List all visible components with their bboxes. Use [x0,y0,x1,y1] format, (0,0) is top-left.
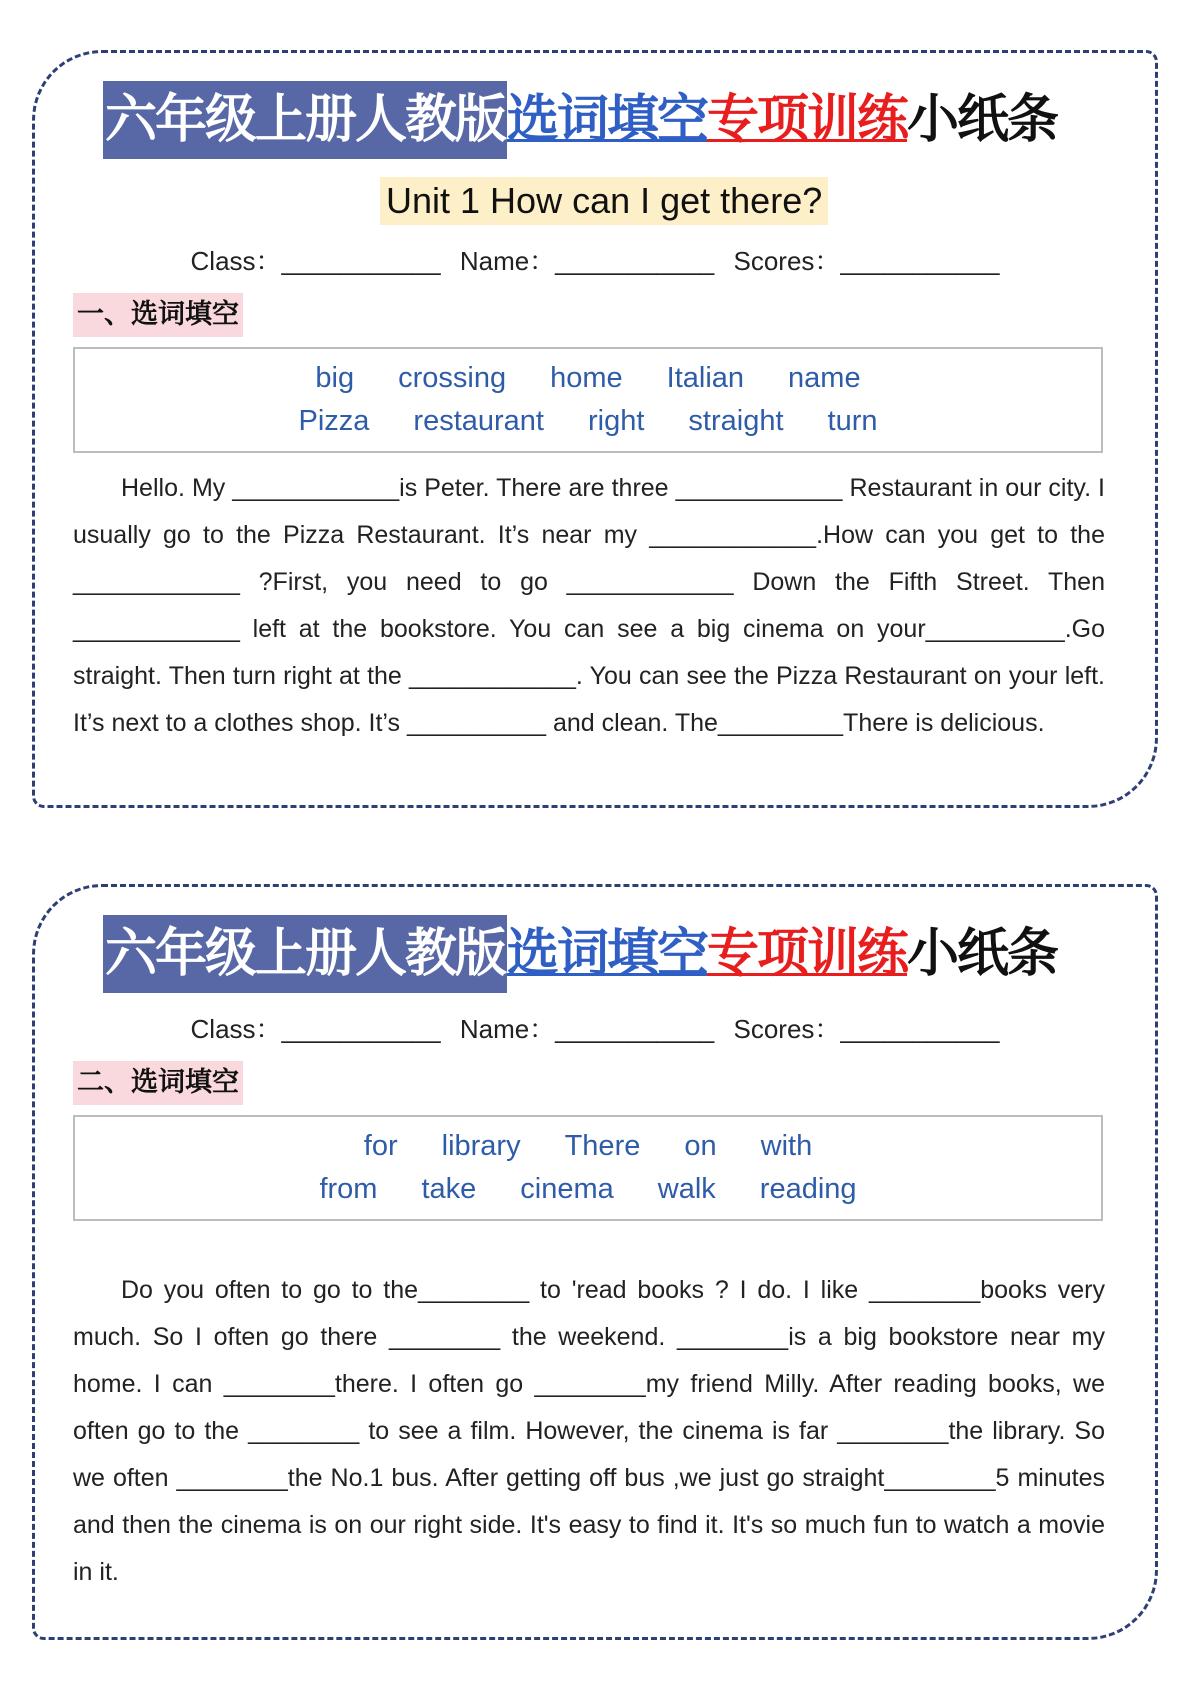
word-option: There [564,1130,641,1162]
card-title [103,81,1057,159]
word-option: straight [688,405,784,437]
name-field[interactable]: Name：___________ [459,246,715,276]
fill-in-passage: Do you often to go to the________ to 'read books ? I do. I like ________books very much. So I often go there ________ the weekend. ________is a big bookstore near my home. I can ________there. I often go ________my friend Milly. After reading books, we often go to the ________ to see a film. However, the cinema is far ________the library. So we often ________the No.1 bus. After getting off bus ,we just go straight________5 minutes and then the cinema is on our right side. It's easy to find it. It's so much fun to watch a movie in it. [73,1276,1105,1586]
word-bank-row [75,1125,1101,1168]
word-bank-row [75,357,1101,400]
word-option: Italian [666,362,745,394]
title-part-note: 小纸条 [907,924,1058,984]
word-option: name [788,362,861,394]
scores-field[interactable]: Scores：___________ [733,1014,1000,1044]
word-option: on [684,1130,717,1162]
title-part-training: 专项训练 [707,924,908,984]
title-part-grade: 六年级上册人教版 [103,915,507,993]
word-option: reading [759,1173,857,1205]
class-field[interactable]: Class：___________ [190,1014,441,1044]
section-heading: 二、选词填空 [73,1061,243,1105]
title-part-fill: 选词填空 [507,924,708,984]
word-option: big [315,362,355,394]
name-field[interactable]: Name：___________ [459,1014,715,1044]
word-option: turn [827,405,878,437]
word-option: for [363,1130,398,1162]
worksheet-card-1 [32,50,1158,808]
student-info-line [35,1009,1155,1046]
word-option: home [550,362,623,394]
class-field[interactable]: Class：___________ [190,246,441,276]
section-heading: 一、选词填空 [73,293,243,337]
word-bank-row [75,1168,1101,1211]
card-title [103,915,1057,993]
title-part-fill: 选词填空 [507,90,708,150]
student-info-line [35,241,1155,278]
word-bank-row [75,400,1101,443]
word-option: right [587,405,645,437]
title-part-note: 小纸条 [907,90,1058,150]
word-option: from [319,1173,378,1205]
unit-heading: Unit 1 How can I get there? [380,177,828,225]
word-option: crossing [398,362,507,394]
word-option: library [441,1130,521,1162]
word-bank [73,347,1103,453]
scores-field[interactable]: Scores：___________ [733,246,1000,276]
word-option: restaurant [413,405,544,437]
word-option: cinema [520,1173,614,1205]
worksheet-card-2 [32,884,1158,1640]
title-part-grade: 六年级上册人教版 [103,81,507,159]
title-part-training: 专项训练 [707,90,908,150]
word-option: take [421,1173,477,1205]
fill-in-passage: Hello. My ____________is Peter. There are three ____________ Restaurant in our city. I usually go to the Pizza Restaurant. It’s near my ____________.How can you get to the ____________ ?First, you need to go ____________ Down the Fifth Street. Then ____________ left at the bookstore. You can see a big cinema on your__________.Go straight. Then turn right at the ____________. You can see the Pizza Restaurant on your left. It’s next to a clothes shop. It’s __________ and clean. The_________There is delicious. [73,474,1105,737]
word-bank [73,1115,1103,1221]
word-option: walk [657,1173,716,1205]
word-option: Pizza [298,405,370,437]
word-option: with [760,1130,813,1162]
